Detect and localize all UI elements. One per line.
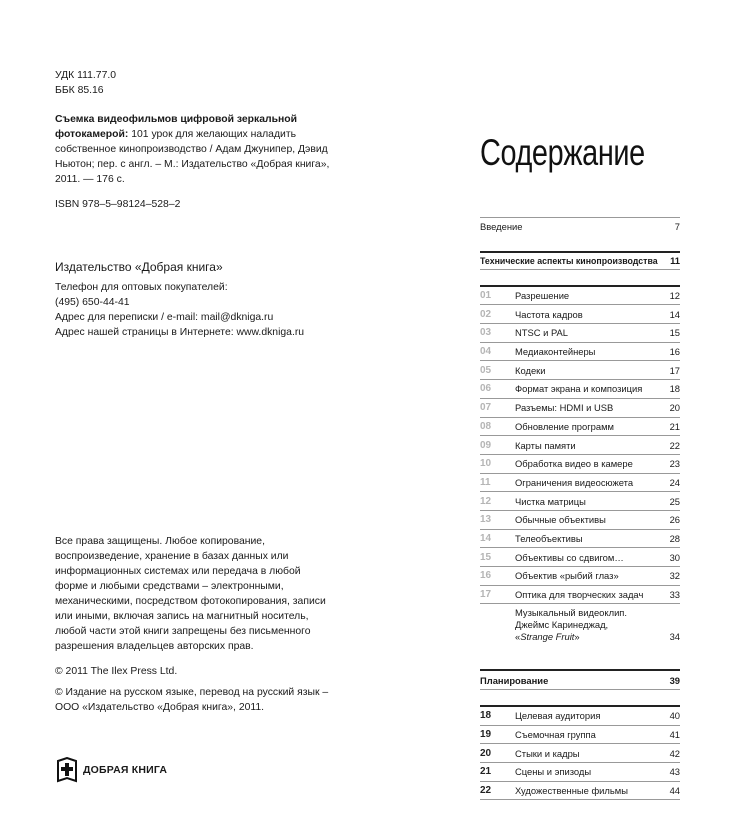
toc-item-label: Обновление программ bbox=[515, 420, 614, 432]
toc-section-label: Технические аспекты кинопроизводства bbox=[480, 255, 658, 266]
toc-item-page: 23 bbox=[669, 458, 680, 470]
toc-item-number: 09 bbox=[480, 439, 492, 451]
toc-item[interactable] bbox=[480, 398, 680, 417]
toc-item-number: 10 bbox=[480, 458, 492, 470]
toc-item[interactable] bbox=[480, 417, 680, 436]
publisher-logo bbox=[55, 757, 167, 783]
contents-title: Содержание bbox=[480, 132, 645, 173]
toc-item-page: 42 bbox=[669, 747, 680, 759]
toc-item-label: Кодеки bbox=[515, 364, 546, 376]
toc-item-page: 41 bbox=[669, 728, 680, 740]
copyright-translation: © Издание на русском языке, перевод на русский язык – ООО «Издательство «Добрая книга», 2011. bbox=[55, 687, 329, 713]
toc-item-page: 17 bbox=[669, 364, 680, 376]
toc-item-label: Частота кадров bbox=[515, 308, 583, 320]
toc-item-number: 20 bbox=[480, 747, 492, 759]
toc-item-number: 12 bbox=[480, 495, 492, 507]
toc-item-number: 19 bbox=[480, 728, 492, 740]
toc-item-number: 18 bbox=[480, 710, 492, 722]
bbk-code: ББК 85.16 bbox=[55, 85, 104, 96]
toc-item-page: 33 bbox=[669, 589, 680, 601]
toc-item[interactable] bbox=[480, 342, 680, 361]
toc-item-number: 11 bbox=[480, 476, 491, 488]
toc-item[interactable] bbox=[480, 547, 680, 566]
toc-item[interactable] bbox=[480, 360, 680, 379]
feature-line-1: Музыкальный видеоклип. bbox=[515, 607, 627, 619]
logo-text: ДОБРАЯ КНИГА bbox=[83, 764, 168, 776]
toc-item-page: 40 bbox=[669, 710, 680, 722]
copyright-original: © 2011 The Ilex Press Ltd. bbox=[55, 666, 178, 677]
toc-item[interactable] bbox=[480, 491, 680, 510]
toc-section-page: 39 bbox=[669, 674, 680, 686]
toc-item-number: 14 bbox=[480, 532, 492, 544]
publisher-block bbox=[55, 260, 345, 340]
toc-item-label: Формат экрана и композиция bbox=[515, 383, 643, 395]
toc-item-label: NTSC и PAL bbox=[515, 327, 568, 339]
toc-item-number: 21 bbox=[480, 766, 492, 778]
toc-item-label: Разрешение bbox=[515, 290, 570, 302]
toc-item-page: 16 bbox=[669, 346, 680, 358]
book-description: 101 урок для желающих наладить собственное кинопроизводство / Адам Джунипер, Дэвид Ньютон; пер. с англ. – М.: Издательство «Добрая книга», 2011. — 176 с. bbox=[55, 129, 330, 185]
toc-item-label: Обработка видео в камере bbox=[515, 458, 633, 470]
toc-item[interactable] bbox=[480, 743, 680, 762]
toc-item-page: 44 bbox=[669, 784, 680, 796]
book-title: Съемка видеофильмов цифровой зеркальной фотокамерой: bbox=[55, 114, 297, 140]
toc-item-page: 20 bbox=[669, 402, 680, 414]
toc-item-label: Сцены и эпизоды bbox=[515, 766, 592, 778]
toc-item-label: Целевая аудитория bbox=[515, 710, 601, 722]
toc-item-label: Обычные объективы bbox=[515, 514, 606, 526]
toc-item-number: 08 bbox=[480, 420, 492, 432]
toc-item[interactable] bbox=[480, 323, 680, 342]
toc-item-page: 28 bbox=[669, 532, 680, 544]
toc-item[interactable] bbox=[480, 566, 680, 585]
bibliographic-description bbox=[55, 112, 340, 187]
toc-item-label: Оптика для творческих задач bbox=[515, 589, 644, 601]
toc-item-number: 17 bbox=[480, 589, 492, 601]
toc-item[interactable] bbox=[480, 435, 680, 454]
toc-item-number: 03 bbox=[480, 327, 492, 339]
toc-item[interactable] bbox=[480, 473, 680, 492]
toc-item-number: 02 bbox=[480, 308, 492, 320]
toc-section-technical[interactable] bbox=[480, 251, 680, 270]
toc-item-page: 18 bbox=[669, 383, 680, 395]
email-line: Адрес для переписки / e-mail: mail@dkniga.ru bbox=[55, 312, 274, 323]
toc-item-page: 43 bbox=[669, 766, 680, 778]
toc-item-label: Разъемы: HDMI и USB bbox=[515, 402, 614, 414]
toc-item-number: 01 bbox=[480, 290, 492, 302]
imprint-block bbox=[55, 68, 340, 212]
publisher-name: Издательство «Добрая книга» bbox=[55, 260, 223, 274]
toc-item[interactable] bbox=[480, 379, 680, 398]
rights-text: Все права защищены. Любое копирование, воспроизведение, хранение в базах данных или информационных системах или передача в любой форме и любыми средствами – электронными, механическими, посредством фотокопирования, записи или иными, включая запись на магнитный носитель, любой части этой книги запрещены без письменного разрешения владельцев авторских прав. bbox=[55, 536, 326, 652]
isbn: ISBN 978–5–98124–528–2 bbox=[55, 199, 181, 210]
toc-item[interactable] bbox=[480, 781, 680, 800]
toc-item[interactable] bbox=[480, 454, 680, 473]
toc-section-planning[interactable] bbox=[480, 669, 680, 690]
toc-item-label: Объектив «рыбий глаз» bbox=[515, 570, 619, 582]
toc-item-page: 14 bbox=[669, 308, 680, 320]
toc-page: 7 bbox=[674, 221, 680, 233]
toc-item-number: 04 bbox=[480, 346, 492, 358]
toc-item-number: 15 bbox=[480, 551, 492, 563]
toc-item-label: Карты памяти bbox=[515, 439, 576, 451]
book-cross-logo-icon bbox=[55, 757, 79, 783]
toc-item-page: 25 bbox=[669, 495, 680, 507]
toc-item[interactable] bbox=[480, 762, 680, 781]
toc-item-page: 26 bbox=[669, 514, 680, 526]
toc-item-label: Чистка матрицы bbox=[515, 495, 586, 507]
phone-number: (495) 650-44-41 bbox=[55, 297, 130, 308]
toc-item-number: 07 bbox=[480, 402, 492, 414]
toc-item[interactable] bbox=[480, 510, 680, 529]
toc-item-label: Съемочная группа bbox=[515, 728, 596, 740]
toc-section-label: Планирование bbox=[480, 674, 549, 686]
toc-item[interactable] bbox=[480, 585, 680, 604]
toc-item-page: 32 bbox=[669, 570, 680, 582]
toc-item-label: Медиаконтейнеры bbox=[515, 346, 596, 358]
toc-item-label: Стыки и кадры bbox=[515, 747, 580, 759]
website-line: Адрес нашей страницы в Интернете: www.dkniga.ru bbox=[55, 327, 305, 338]
feature-line-2: Джеймс Каринеджад, bbox=[515, 618, 609, 630]
toc-item-number: 16 bbox=[480, 570, 492, 582]
toc-feature-item[interactable]: Музыкальный видеоклип. Джеймс Каринеджад, «Strange Fruit» 34 bbox=[480, 603, 680, 645]
toc-item-label: Ограничения видеосюжета bbox=[515, 476, 634, 488]
toc-item-page: 12 bbox=[669, 290, 680, 302]
feature-song-title: Strange Fruit bbox=[520, 630, 575, 642]
toc-item-number: 06 bbox=[480, 383, 492, 395]
toc-item-number: 13 bbox=[480, 514, 492, 526]
toc-item-number: 22 bbox=[480, 784, 492, 796]
toc-item-page: 22 bbox=[669, 439, 680, 451]
toc-item[interactable] bbox=[480, 705, 680, 725]
toc-item[interactable] bbox=[480, 304, 680, 323]
toc-item-label: Объективы со сдвигом… bbox=[515, 551, 624, 563]
table-of-contents bbox=[480, 217, 680, 800]
rights-block bbox=[55, 534, 330, 715]
toc-item[interactable] bbox=[480, 285, 680, 305]
phone-label: Телефон для оптовых покупателей: bbox=[55, 282, 228, 293]
toc-section-page: 11 bbox=[670, 255, 680, 267]
udk-code: УДК 111.77.0 bbox=[55, 70, 117, 81]
toc-item-page: 30 bbox=[669, 551, 680, 563]
toc-item-page: 24 bbox=[669, 476, 680, 488]
toc-item-number: 05 bbox=[480, 364, 492, 376]
toc-item-page: 15 bbox=[669, 327, 680, 339]
toc-page: 34 bbox=[669, 631, 680, 643]
toc-item-page: 21 bbox=[669, 420, 680, 432]
toc-item[interactable] bbox=[480, 725, 680, 744]
toc-intro[interactable] bbox=[480, 217, 680, 236]
toc-label: Введение bbox=[480, 221, 523, 233]
toc-item[interactable] bbox=[480, 529, 680, 548]
toc-item-label: Художественные фильмы bbox=[515, 784, 628, 796]
toc-item-label: Телеобъективы bbox=[515, 532, 583, 544]
